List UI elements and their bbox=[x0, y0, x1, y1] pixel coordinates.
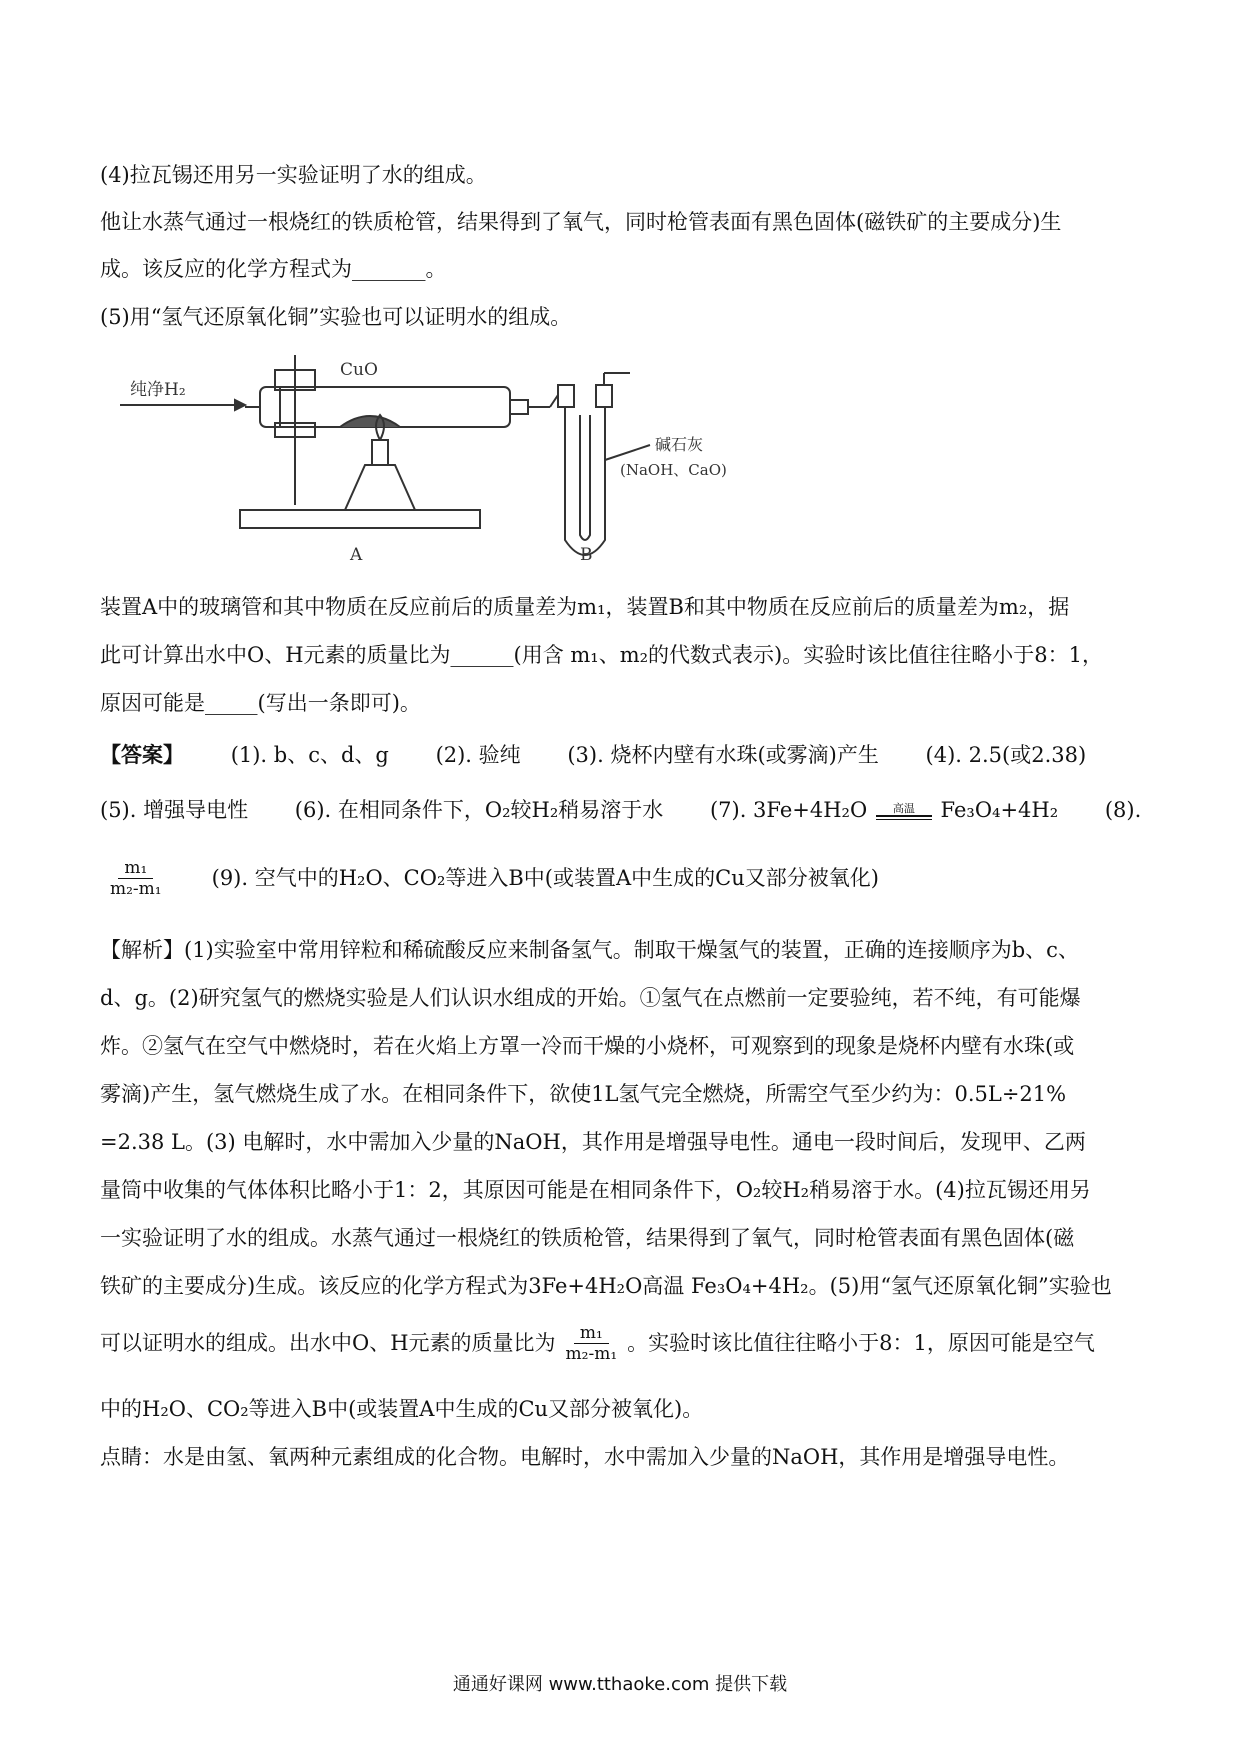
analysis-line9 bbox=[100, 1312, 1095, 1374]
answer-5: (5). 增强导电性 bbox=[100, 798, 249, 822]
answer-3: (3). 烧杯内壁有水珠(或雾滴)产生 bbox=[567, 743, 879, 767]
fraction-numerator: m₁ bbox=[118, 858, 153, 879]
answer-row2 bbox=[100, 795, 1141, 825]
label-soda-lime-formula: (NaOH、CaO) bbox=[620, 461, 727, 479]
reaction-condition bbox=[876, 803, 932, 820]
q5-line1: 装置A中的玻璃管和其中物质在反应前后的质量差为m₁，装置B和其中物质在反应前后的质量差为m₂，据 bbox=[100, 595, 1070, 619]
answer-9: (9). 空气中的H₂O、CO₂等进入B中(或装置A中生成的Cu又部分被氧化) bbox=[211, 866, 879, 890]
analysis-line7: 一实验证明了水的组成。水蒸气通过一根烧红的铁质枪管，结果得到了氧气，同时枪管表面有黑色固体(磁 bbox=[100, 1226, 1075, 1250]
analysis-line2: d、g。(2)研究氢气的燃烧实验是人们认识水组成的开始。①氢气在点燃前一定要验纯，若不纯，有可能爆 bbox=[100, 986, 1081, 1010]
q5-line2: 此可计算出水中O、H元素的质量比为______(用含 m₁、m₂的代数式表示)。实验时该比值往往略小于8：1， bbox=[100, 643, 1103, 667]
answer-label: 【答案】 bbox=[100, 742, 184, 767]
analysis-line5: =2.38 L。(3) 电解时，水中需加入少量的NaOH，其作用是增强导电性。通电一段时间后，发现甲、乙两 bbox=[100, 1130, 1086, 1154]
analysis-line4: 雾滴)产生，氢气燃烧生成了水。在相同条件下，欲使1L氢气完全燃烧，所需空气至少约为：0.5L÷21% bbox=[100, 1082, 1067, 1106]
analysis-line6: 量筒中收集的气体体积比略小于1：2，其原因可能是在相同条件下，O₂较H₂稍易溶于水。(4)拉瓦锡还用另 bbox=[100, 1178, 1091, 1202]
apparatus-figure bbox=[110, 345, 730, 575]
answer-row3 bbox=[100, 848, 879, 908]
analysis-line10: 中的H₂O、CO₂等进入B中(或装置A中生成的Cu又部分被氧化)。 bbox=[100, 1397, 704, 1421]
label-soda-lime: 碱石灰 bbox=[655, 435, 704, 454]
analysis-line9-post: 。实验时该比值往往略小于8：1，原因可能是空气 bbox=[627, 1331, 1095, 1355]
answer-2: (2). 验纯 bbox=[435, 743, 521, 767]
answer-row1 bbox=[100, 740, 1086, 770]
analysis-line9-pre: 可以证明水的组成。出水中O、H元素的质量比为 bbox=[100, 1331, 556, 1355]
analysis-fraction bbox=[560, 1323, 624, 1364]
label-pure-h2: 纯净H₂ bbox=[130, 380, 186, 400]
answer-4: (4). 2.5(或2.38) bbox=[925, 743, 1087, 767]
q4-line2: 成。该反应的化学方程式为_______。 bbox=[100, 257, 447, 281]
label-b: B bbox=[580, 545, 593, 565]
q5-title: (5)用“氢气还原氧化铜”实验也可以证明水的组成。 bbox=[100, 305, 572, 329]
analysis-line1: 【解析】(1)实验室中常用锌粒和稀硫酸反应来制备氢气。制取干燥氢气的装置，正确的连接顺序为b、c、 bbox=[100, 938, 1079, 962]
label-a: A bbox=[350, 545, 363, 565]
q4-line1: 他让水蒸气通过一根烧红的铁质枪管，结果得到了氧气，同时枪管表面有黑色固体(磁铁矿的主要成分)生 bbox=[100, 210, 1062, 234]
answer-7-post: Fe₃O₄+4H₂ bbox=[940, 798, 1059, 822]
analysis-line3: 炸。②氢气在空气中燃烧时，若在火焰上方罩一冷而干燥的小烧杯，可观察到的现象是烧杯内壁有水珠(或 bbox=[100, 1034, 1075, 1058]
q5-line3: 原因可能是_____(写出一条即可)。 bbox=[100, 691, 421, 715]
fraction-denominator: m₂-m₁ bbox=[110, 878, 162, 899]
answer-8-fraction bbox=[104, 858, 168, 899]
answer-1: (1). b、c、d、g bbox=[230, 743, 389, 767]
answer-6: (6). 在相同条件下，O₂较H₂稍易溶于水 bbox=[294, 798, 664, 822]
label-cuo: CuO bbox=[340, 360, 378, 380]
q4-title: (4)拉瓦锡还用另一实验证明了水的组成。 bbox=[100, 163, 487, 187]
answer-8: (8). bbox=[1104, 798, 1142, 822]
answer-7-pre: (7). 3Fe+4H₂O bbox=[709, 798, 868, 822]
reaction-condition-label: 高温 bbox=[892, 802, 915, 815]
analysis-line8: 铁矿的主要成分)生成。该反应的化学方程式为3Fe+4H₂O高温 Fe₃O₄+4H₂。(5)用“氢气还原氧化铜”实验也 bbox=[100, 1274, 1112, 1298]
analysis-line11: 点睛：水是由氢、氧两种元素组成的化合物。电解时，水中需加入少量的NaOH，其作用是增强导电性。 bbox=[100, 1445, 1070, 1469]
analysis-fraction-denominator: m₂-m₁ bbox=[565, 1343, 618, 1364]
reaction-arrow bbox=[876, 815, 932, 820]
footer-watermark: 通通好课网 www.tthaoke.com 提供下载 bbox=[452, 1674, 788, 1695]
analysis-fraction-numerator: m₁ bbox=[574, 1323, 609, 1344]
